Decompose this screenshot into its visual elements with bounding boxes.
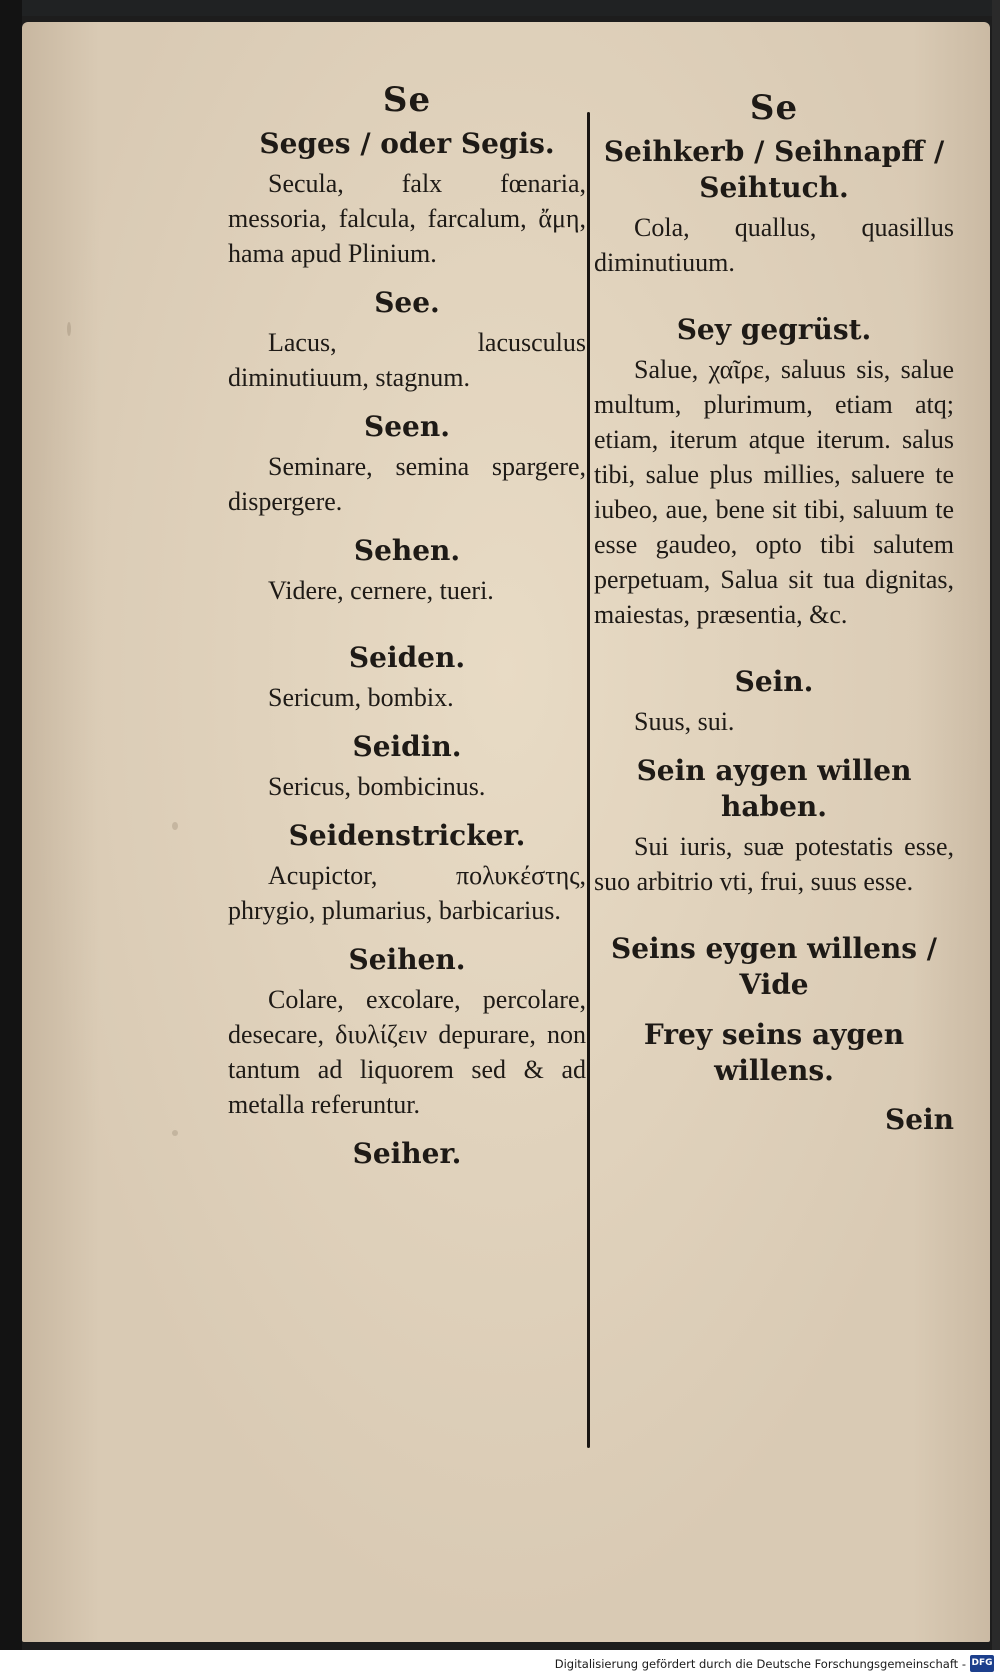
funding-credit: Digitalisierung gefördert durch die Deutsche Forschungsgemeinschaft - [554, 1657, 966, 1671]
definition: Colare, excolare, percolare, desecare, διυλίζειν depurare, non tantum ad liquorem sed & ad metalla referuntur. [228, 985, 586, 1119]
definition: Lacus, lacusculus diminutiuum, stagnum. [228, 328, 586, 392]
headword: Sey gegrüst. [676, 313, 872, 346]
entry [594, 134, 954, 280]
definition: Seminare, semina spargere, dispergere. [228, 452, 586, 516]
definition: Suus, sui. [634, 707, 735, 736]
entry [228, 285, 586, 395]
headword: Seiden. [348, 641, 466, 674]
entry [228, 942, 586, 1122]
left-column [228, 80, 586, 1172]
definition: Secula, falx fœnaria, messoria, falcula, farcalum, ἄμη, hama apud Plinium. [228, 169, 586, 268]
entry [594, 1017, 954, 1089]
right-column [594, 88, 954, 1136]
entry [594, 931, 954, 1003]
catchword-right: Sein [884, 1103, 954, 1136]
entry [228, 640, 586, 715]
entry [228, 126, 586, 271]
entry [594, 753, 954, 899]
entry [228, 409, 586, 519]
scan-left-edge [0, 0, 22, 1650]
entry [594, 312, 954, 632]
dfg-logo: DFG [970, 1655, 994, 1672]
column-divider [587, 112, 590, 1448]
definition: Salue, χαῖρε, saluus sis, salue multum, plurimum, etiam atq; etiam, iterum atque iterum. salus tibi, salue plus millies, saluere te iubeo, aue, bene sit tibi, saluum te esse gaudeo, opto tibi salutem perpetuam, Salua sit tua dignitas, maiestas, præsentia, &c. [594, 355, 954, 629]
headword: Seges / oder Segis. [259, 127, 555, 160]
running-header-left: Se [382, 80, 432, 120]
definition: Sui iuris, suæ potestatis esse, suo arbitrio vti, frui, suus esse. [594, 832, 954, 896]
paper-stain [172, 1130, 178, 1136]
scan-right-edge [992, 0, 1000, 1650]
paper-stain [172, 822, 178, 830]
headword: Sein aygen willen haben. [636, 754, 912, 823]
headword: Seidenstricker. [288, 819, 526, 852]
definition: Acupictor, πολυκέστης, phrygio, plumarius, barbicarius. [228, 861, 586, 925]
entry [594, 664, 954, 739]
definition: Videre, cernere, tueri. [268, 576, 494, 605]
entry [228, 818, 586, 928]
definition: Cola, quallus, quasillus diminutiuum. [594, 213, 954, 277]
entry [228, 533, 586, 608]
definition: Sericum, bombix. [268, 683, 454, 712]
running-header-right: Se [749, 88, 799, 128]
headword: Seins eygen willens / Vide [610, 932, 938, 1001]
headword: Sehen. [353, 534, 461, 567]
definition: Sericus, bombicinus. [268, 772, 486, 801]
catchword-left: Seiher. [352, 1137, 462, 1170]
entry [228, 729, 586, 804]
headword: Seidin. [352, 730, 462, 763]
headword: Sein. [734, 665, 814, 698]
headword: Seihen. [348, 943, 466, 976]
scan-top-edge [0, 0, 1000, 16]
headword: Frey seins aygen willens. [643, 1018, 905, 1087]
headword: Seen. [364, 410, 450, 443]
headword: Seihkerb / Seihnapff / Seihtuch. [603, 135, 945, 204]
digitization-footer [0, 1650, 1000, 1678]
headword: See. [374, 286, 440, 319]
paper-stain [67, 322, 71, 336]
